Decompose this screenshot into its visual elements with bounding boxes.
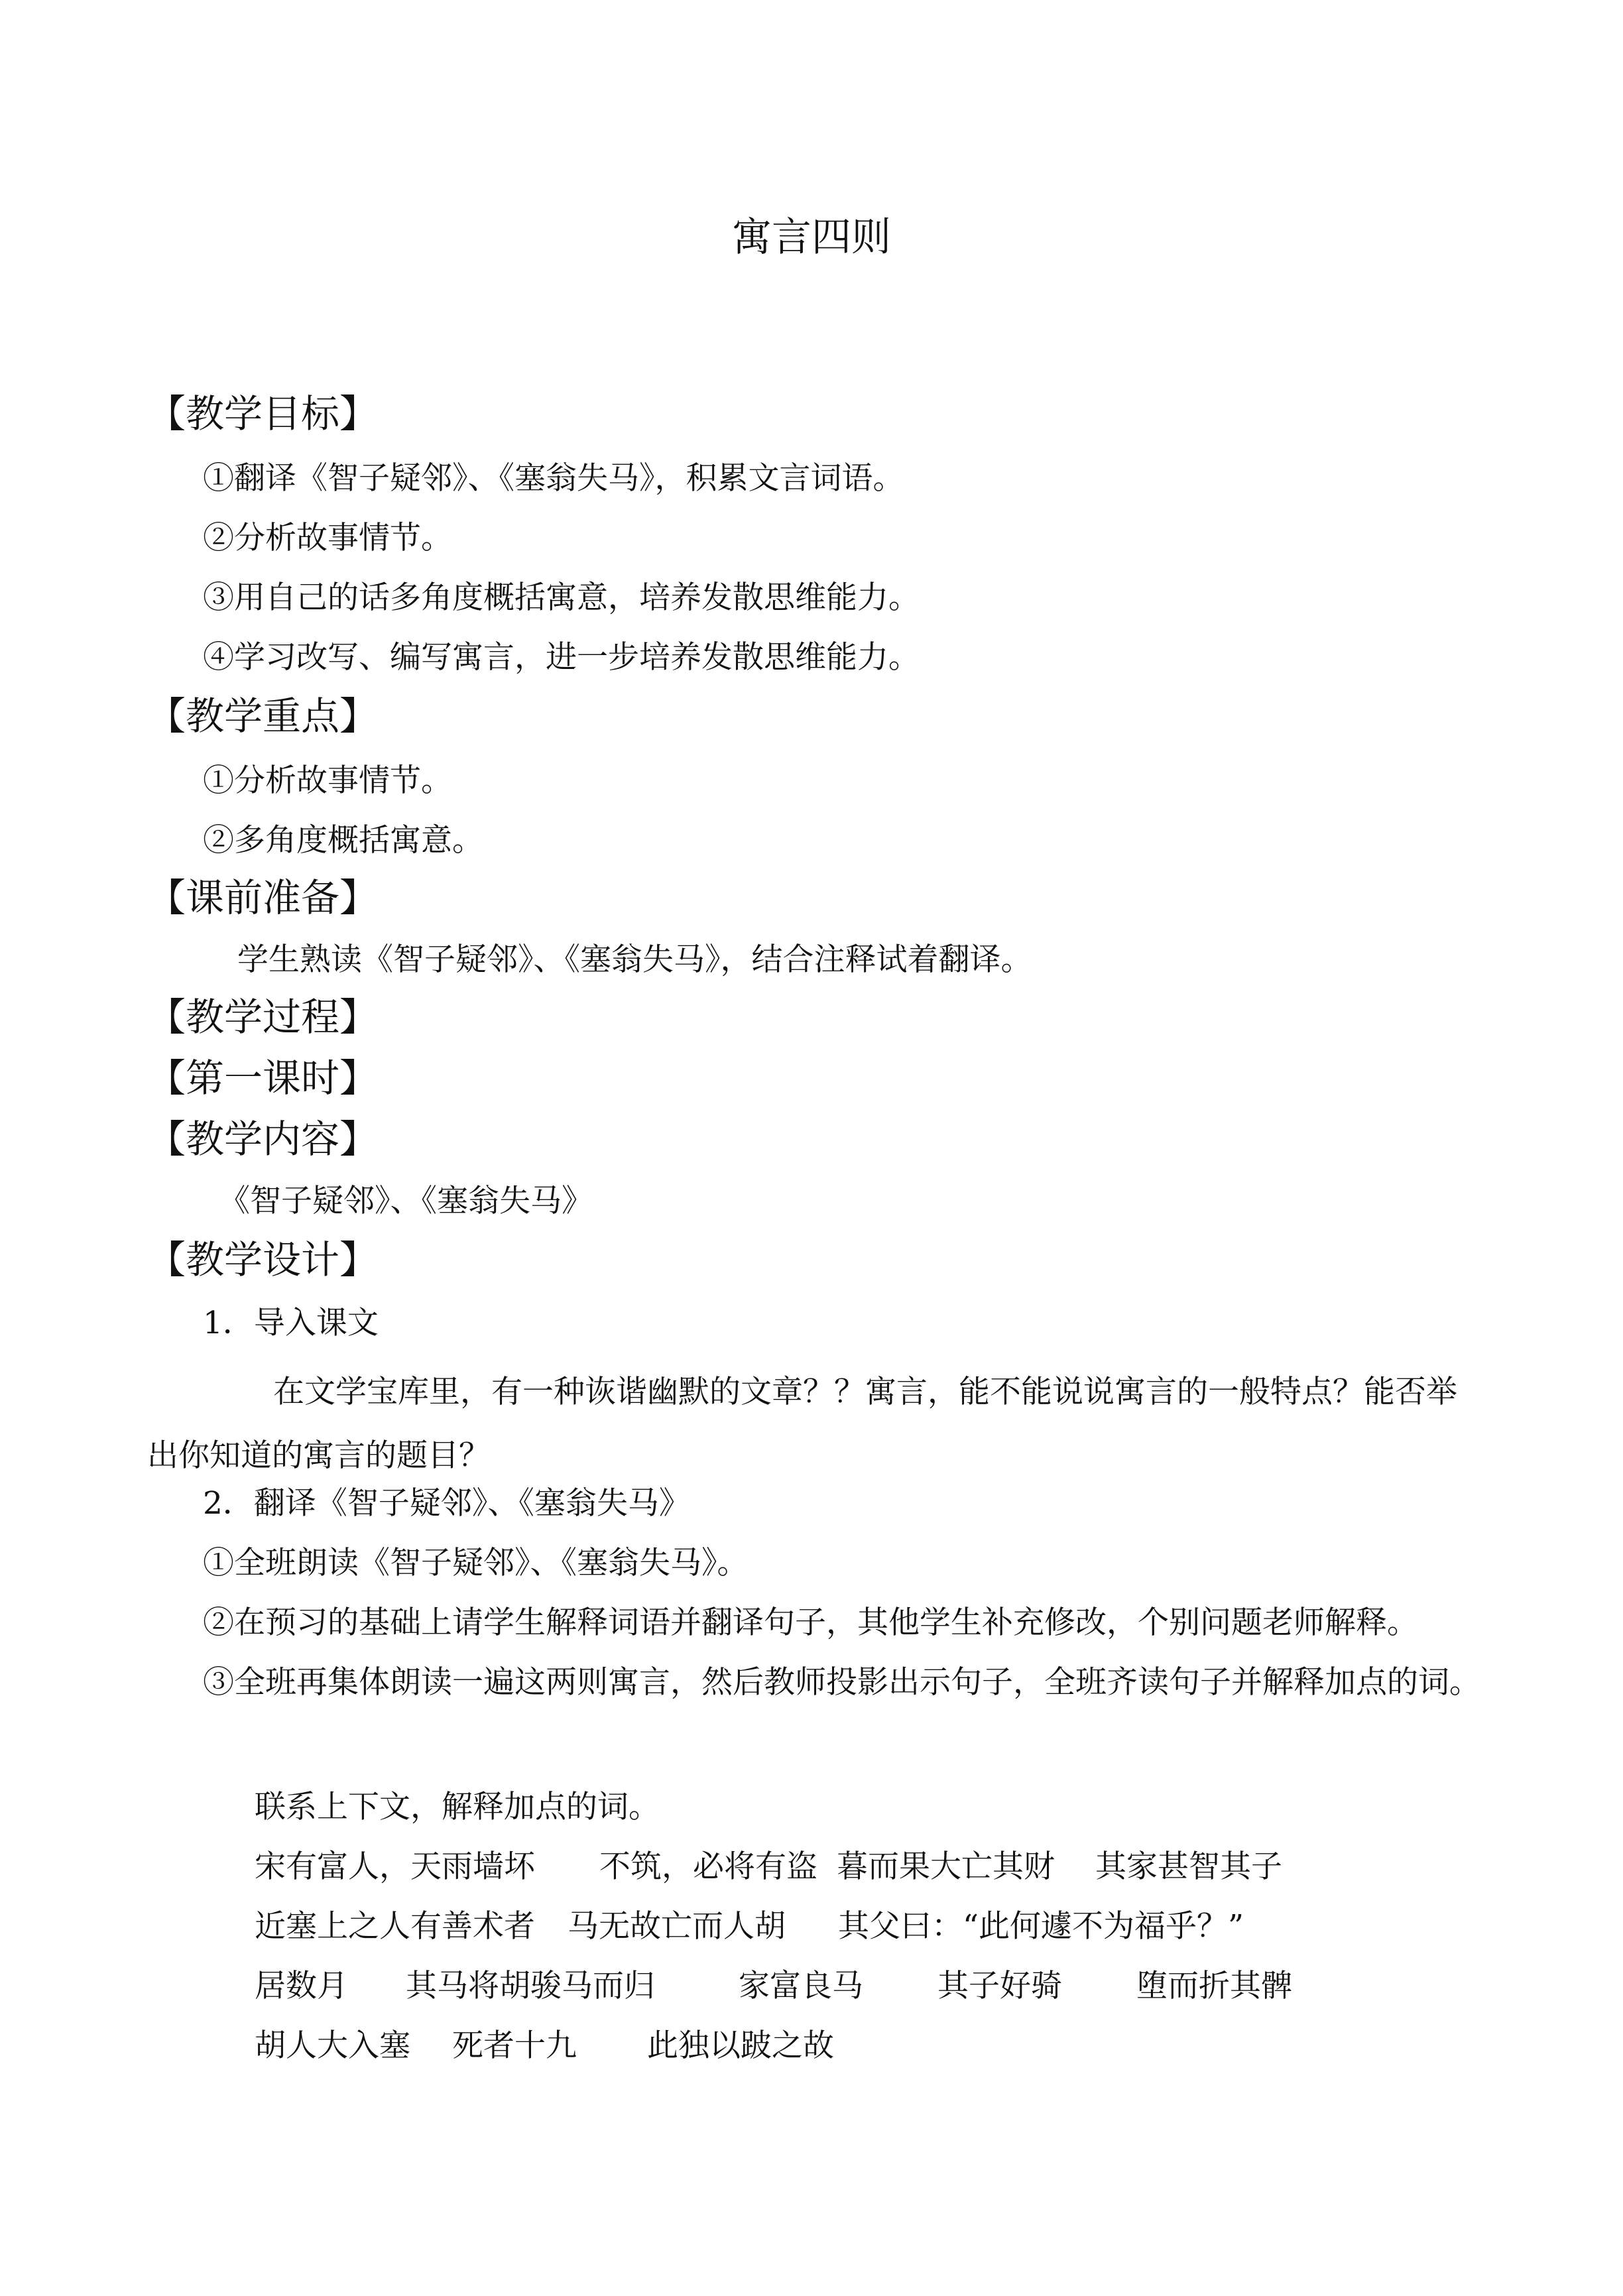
- objective-item-3: ③用自己的话多角度概括寓意，培养发散思维能力。: [203, 579, 920, 616]
- exercise-row-3: [255, 1966, 1292, 2006]
- exercise-phrase: 其父曰：“此何遽不为福乎？”: [838, 1908, 1244, 1945]
- key-point-item-2: ②多角度概括寓意。: [203, 822, 483, 859]
- step-2-item-1: ①全班朗读《智子疑邻》、《塞翁失马》。: [203, 1545, 749, 1581]
- heading-process: 【教学过程】: [147, 995, 379, 1040]
- preparation-text: 学生熟读《智子疑邻》、《塞翁失马》，结合注释试着翻译。: [237, 941, 1032, 978]
- heading-content: 【教学内容】: [147, 1117, 379, 1162]
- objective-item-1: ①翻译《智子疑邻》、《塞翁失马》，积累文言词语。: [203, 460, 904, 497]
- objective-item-2: ②分析故事情节。: [203, 520, 452, 556]
- exercise-phrase: 不筑，必将有盗: [599, 1848, 817, 1885]
- heading-key-points: 【教学重点】: [147, 694, 379, 739]
- exercise-row-2: [255, 1907, 1244, 1947]
- exercise-phrase: 死者十九: [452, 2027, 577, 2064]
- exercise-row-1: [255, 1847, 1282, 1887]
- exercise-phrase: 其马将胡骏马而归: [406, 1968, 655, 2004]
- exercise-row-4: [255, 2026, 834, 2066]
- exercise-phrase: 其子好骑: [937, 1968, 1062, 2004]
- page-title: 寓言四则: [732, 214, 891, 261]
- heading-lesson: 【第一课时】: [147, 1056, 379, 1101]
- heading-preparation: 【课前准备】: [147, 875, 379, 920]
- step-2-item-2: ②在预习的基础上请学生解释词语并翻译句子，其他学生补充修改，个别问题老师解释。: [203, 1604, 1418, 1641]
- exercise-phrase: 暮而果大亡其财: [837, 1848, 1055, 1885]
- exercise-phrase: 胡人大入塞: [255, 2027, 410, 2064]
- exercise-phrase: 家富良马: [739, 1968, 863, 2004]
- exercise-phrase: 居数月: [255, 1968, 348, 2004]
- step-2-item-3: ③全班再集体朗读一遍这两则寓言，然后教师投影出示句子，全班齐读句子并解释加点的词。: [203, 1664, 1480, 1701]
- design-step-1-text: 在文学宝库里，有一种诙谐幽默的文章？？寓言，能不能说说寓言的一般特点？能否举出你知道的寓言的题目？: [147, 1374, 1457, 1474]
- heading-objectives: 【教学目标】: [147, 391, 379, 436]
- content-text: 《智子疑邻》、《塞翁失马》: [219, 1183, 593, 1219]
- key-point-item-1: ①分析故事情节。: [203, 762, 452, 799]
- design-step-1: 1．导入课文: [203, 1305, 379, 1341]
- exercise-phrase: 此独以跛之故: [647, 2027, 834, 2064]
- exercise-phrase: 堕而折其髀: [1136, 1968, 1292, 2004]
- exercise-phrase: 宋有富人，天雨墙坏: [255, 1848, 535, 1885]
- exercise-phrase: 马无故亡而人胡: [568, 1908, 786, 1945]
- design-step-2: 2．翻译《智子疑邻》、《塞翁失马》: [203, 1485, 690, 1522]
- heading-design: 【教学设计】: [147, 1237, 379, 1282]
- objective-item-4: ④学习改写、编写寓言，进一步培养发散思维能力。: [203, 639, 920, 676]
- exercise-phrase: 近塞上之人有善术者: [255, 1908, 535, 1945]
- exercise-phrase: 其家甚智其子: [1095, 1848, 1282, 1885]
- exercise-intro: 联系上下文，解释加点的词。: [255, 1789, 660, 1825]
